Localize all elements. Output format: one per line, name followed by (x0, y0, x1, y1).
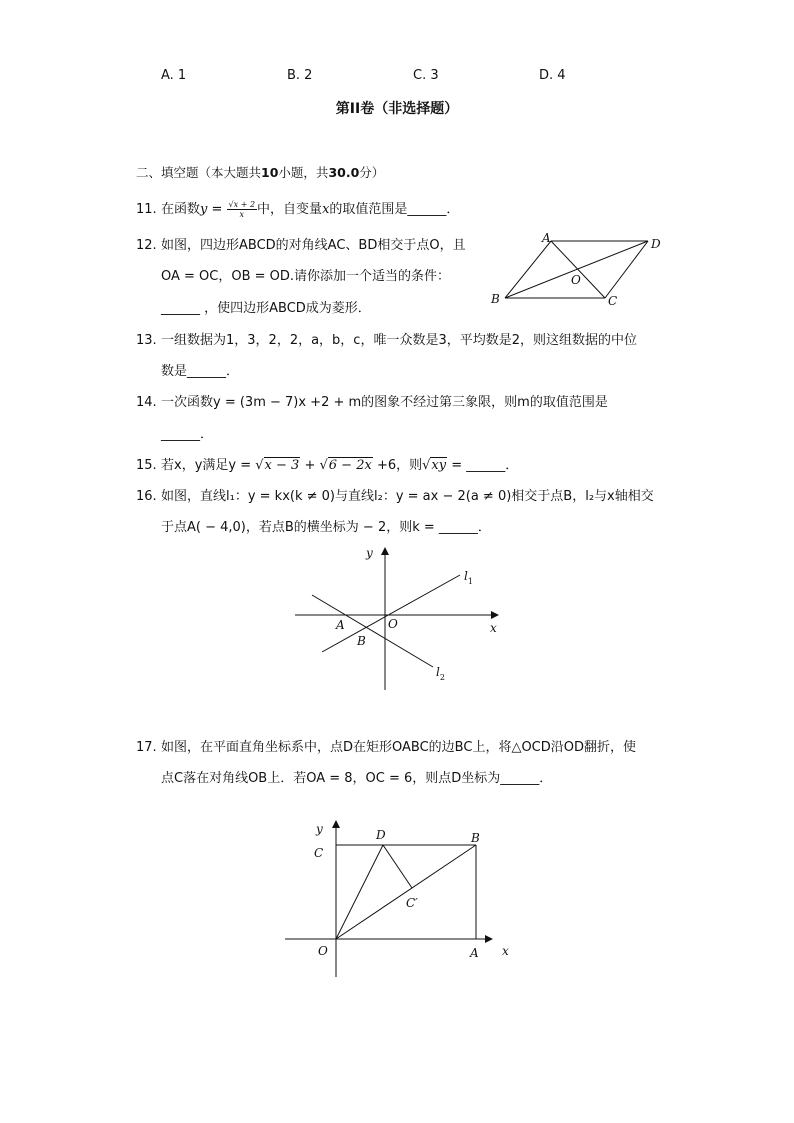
label-a: A (470, 946, 479, 960)
label-y: y (366, 546, 373, 560)
label-a: A (336, 618, 345, 632)
edge-ba (505, 241, 551, 298)
question-number: 17. (136, 740, 157, 755)
q11-frac-denominator: x (239, 210, 245, 219)
question-12 (136, 234, 466, 253)
question-number: 12. (136, 238, 157, 253)
label-l2-sub: 2 (439, 673, 445, 682)
q15-radicand-2: 6 − 2x (328, 458, 372, 473)
question-number: 16. (136, 489, 157, 504)
q17-line2: 点C落在对角线OB上．若OA = 8，OC = 6，则点D坐标为______． (161, 771, 553, 786)
label-l2 (436, 665, 445, 682)
section-mid: 小题，共 (278, 165, 329, 180)
label-d: D (651, 237, 661, 251)
section-heading-text: 二、填空题（本大题共 (136, 165, 262, 180)
option-b: B. 2 (287, 68, 313, 83)
segment-dc-prime (383, 845, 412, 888)
label-a: A (542, 231, 551, 245)
label-o: O (388, 617, 398, 631)
q15-pre: 若x，y满足y = (161, 458, 256, 473)
part-title: 第II卷（非选择题） (335, 101, 459, 117)
q12-line3: ______ ，使四边形ABCD成为菱形． (161, 301, 371, 316)
q14-line2: ______． (161, 427, 214, 442)
q12-line2: OA = OC，OB = OD.请你添加一个适当的条件： (161, 269, 451, 284)
question-13 (136, 329, 637, 348)
figure-parallelogram (488, 228, 672, 310)
label-l1-letter: l (464, 569, 468, 583)
q12-line1: 如图，四边形ABCD的对角线AC、BD相交于点O，且 (161, 238, 466, 253)
figure-rectangle-fold (280, 815, 520, 980)
q13-line1: 一组数据为1，3，2，2，a，b，c，唯一众数是3，平均数是2，则这组数据的中位 (161, 333, 637, 348)
q11-fraction (227, 200, 258, 219)
section-tail: 分） (359, 165, 385, 180)
question-11 (136, 198, 459, 219)
section-heading (136, 163, 384, 181)
question-17 (136, 736, 636, 755)
q11-frac-numerator: √x + 2 (228, 200, 256, 209)
question-number: 15. (136, 458, 157, 473)
q11-x: x (322, 202, 330, 217)
label-b: B (491, 292, 500, 306)
label-l2-letter: l (436, 665, 440, 679)
label-b: B (357, 634, 366, 648)
diagonal-ac (551, 241, 605, 298)
label-d: D (376, 828, 386, 842)
section-count: 10 (261, 165, 279, 180)
label-o: O (318, 944, 328, 958)
label-x: x (490, 621, 497, 635)
q15-radicand-1: x − 3 (264, 458, 300, 473)
section-score: 30.0 (328, 165, 360, 180)
q15-plus: + (300, 458, 320, 473)
option-a: A. 1 (161, 68, 187, 83)
label-y: y (316, 822, 323, 836)
q11-post: 中，自变量 (257, 202, 323, 217)
question-number: 14. (136, 395, 157, 410)
q15-mid: +6，则 (372, 458, 423, 473)
q11-y: y (200, 202, 208, 217)
option-c: C. 3 (413, 68, 439, 83)
q13-line2: 数是______． (161, 364, 240, 379)
q15-post: = ______． (447, 458, 519, 473)
q17-line1: 如图，在平面直角坐标系中，点D在矩形OABC的边BC上，将△OCD沿OD翻折，使 (161, 740, 637, 755)
label-c-prime: C′ (406, 896, 418, 910)
question-16 (136, 485, 654, 504)
label-l1-sub: 1 (467, 577, 473, 586)
label-o: O (571, 273, 581, 287)
q11-eq: = (207, 202, 227, 217)
diagonal-ob (336, 845, 476, 939)
label-c: C (608, 294, 618, 308)
question-15: 15. 若x，y满足y = √x − 3 + √6 − 2x +6，则√xy = ______． (136, 458, 519, 473)
question-number: 11. (136, 202, 157, 217)
figure-two-lines (290, 542, 510, 697)
q14-line1: 一次函数y = (3m − 7)x +2 + m的图象不经过第三象限，则m的取值范围是 (161, 395, 608, 410)
question-number: 13. (136, 333, 157, 348)
label-c: C (314, 846, 324, 860)
q11-pre: 在函数 (161, 202, 201, 217)
q11-post2: 的取值范围是______． (329, 202, 460, 217)
question-14 (136, 391, 608, 410)
line-l2 (312, 595, 433, 667)
q16-line2: 于点A( − 4,0)，若点B的横坐标为 − 2，则k = ______． (161, 520, 491, 535)
segment-od (336, 845, 383, 939)
q16-line1: 如图，直线l₁：y = kx(k ≠ 0)与直线l₂：y = ax − 2(a ≠ 0)相交于点B，l₂与x轴相交 (161, 489, 654, 504)
q15-radicand-3: xy (431, 458, 447, 473)
label-l1 (464, 569, 473, 586)
option-d: D. 4 (539, 68, 566, 83)
label-b: B (471, 831, 480, 845)
label-x: x (502, 944, 509, 958)
